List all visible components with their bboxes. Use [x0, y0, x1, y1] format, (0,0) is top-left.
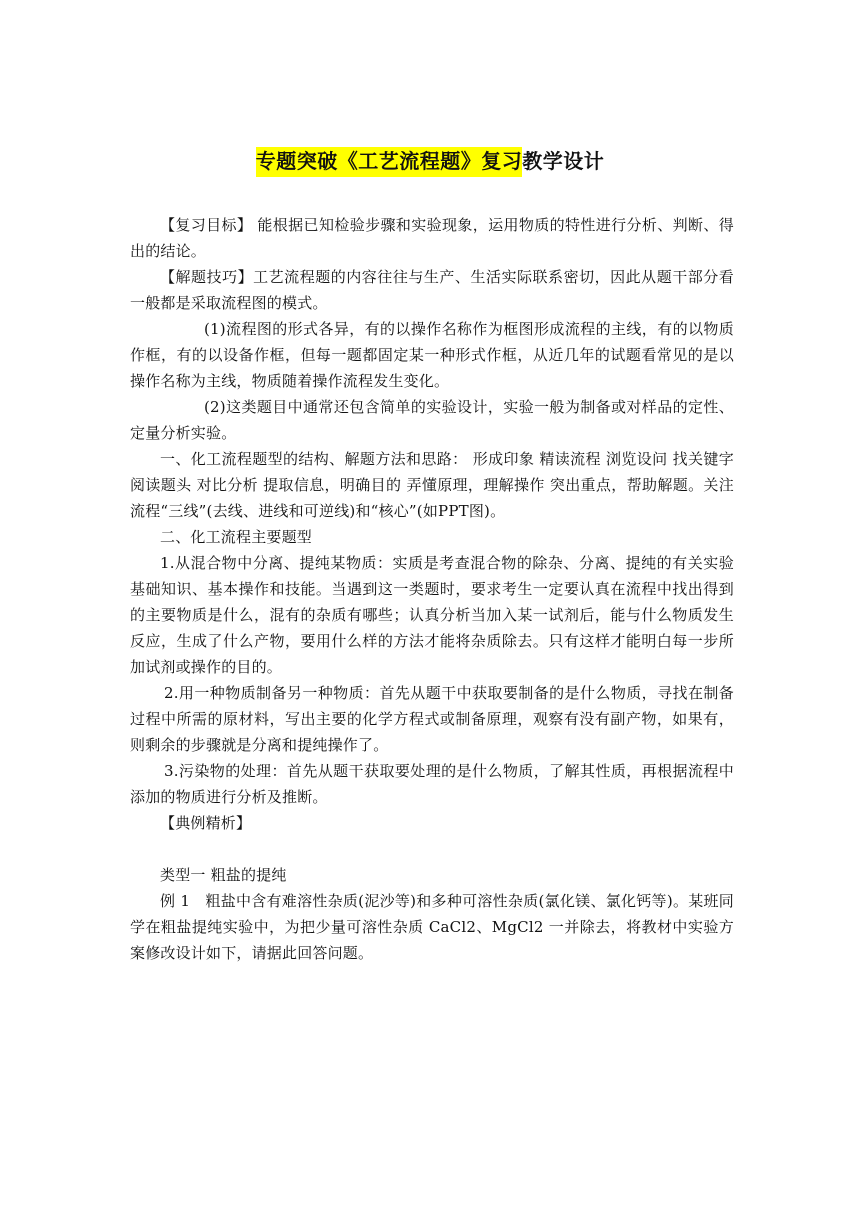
paragraph-review-goal: 【复习目标】 能根据已知检验步骤和实验现象，运用物质的特性进行分析、判断、得出的结论。 — [130, 216, 734, 260]
paragraph-experiment-design: (2)这类题目中通常还包含简单的实验设计，实验一般为制备或对样品的定性、定量分析实验。 — [130, 398, 734, 442]
title-highlighted-text: 专题突破《工艺流程题》复习 — [256, 147, 523, 177]
paragraph-type-pollutant: 3.污染物的处理：首先从题干获取要处理的是什么物质，了解其性质，再根据流程中添加的物质进行分析及推断。 — [130, 762, 734, 806]
page-title — [0, 144, 860, 178]
title-rest-text: 教学设计 — [522, 149, 605, 173]
paragraph-example-1: 例 1 粗盐中含有难溶性杂质(泥沙等)和多种可溶性杂质(氯化镁、氯化钙等)。某班同学在粗盐提纯实验中，为把少量可溶性杂质 CaCl2、MgCl2 一并除去，将教材中实验方案修改设计如下，请据此回答问题。 — [130, 892, 734, 962]
document-body — [130, 212, 734, 966]
paragraph-type-preparation: 2.用一种物质制备另一种物质：首先从题干中获取要制备的是什么物质，寻找在制备过程中所需的原材料，写出主要的化学方程式或制备原理，观察有没有副产物，如果有，则剩余的步骤就是分离和提纯操作了。 — [130, 684, 734, 754]
paragraph-flowchart-forms: (1)流程图的形式各异，有的以操作名称作为框图形成流程的主线，有的以物质作框，有的以设备作框，但每一题都固定某一种形式作框，从近几年的试题看常见的是以操作名称为主线，物质随着操作流程发生变化。 — [130, 320, 734, 390]
paragraph-type-separation: 1.从混合物中分离、提纯某物质：实质是考查混合物的除杂、分离、提纯的有关实验基础知识、基本操作和技能。当遇到这一类题时，要求考生一定要认真在流程中找出得到的主要物质是什么，混有的杂质有哪些；认真分析当加入某一试剂后，能与什么物质发生反应，生成了什么产物，要用什么样的方法才能将杂质除去。只有这样才能明白每一步所加试剂或操作的目的。 — [130, 554, 734, 676]
section-heading-examples: 【典例精析】 — [160, 814, 252, 832]
section-heading-question-types: 二、化工流程主要题型 — [160, 528, 313, 546]
paragraph-structure-methods: 一、化工流程题型的结构、解题方法和思路： 形成印象 精读流程 浏览设问 找关键字 阅读题头 对比分析 提取信息，明确目的 弄懂原理，理解操作 突出重点，帮助解题。关注流程“三线”(去线、进线和可逆线)和“核心”(如PPT图)。 — [130, 450, 734, 520]
blank-line — [130, 836, 734, 862]
example-type-heading: 类型一 粗盐的提纯 — [160, 866, 287, 884]
paragraph-solving-tips: 【解题技巧】工艺流程题的内容往往与生产、生活实际联系密切，因此从题干部分看一般都是采取流程图的模式。 — [130, 268, 734, 312]
